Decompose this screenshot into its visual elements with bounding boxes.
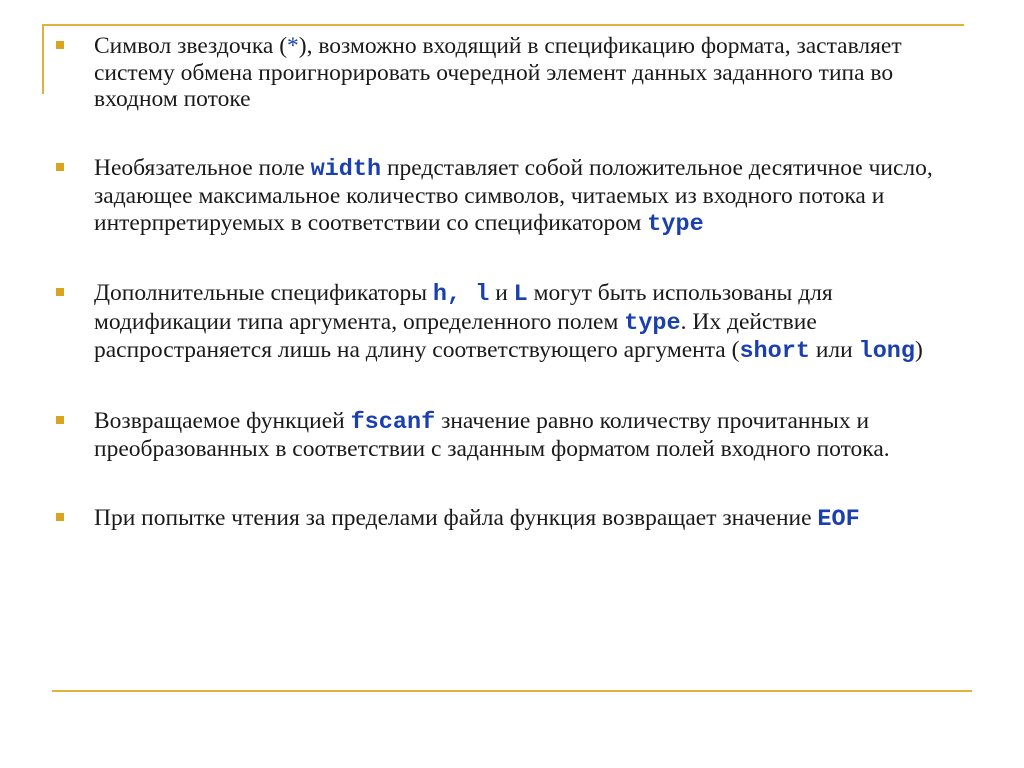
keyword-fscanf: fscanf <box>350 408 436 436</box>
bullet-text: Дополнительные спецификаторы <box>94 280 433 306</box>
square-bullet-icon <box>56 163 64 171</box>
bullet-text: и <box>489 280 514 306</box>
bullet-item-width <box>56 155 956 239</box>
bullet-text: Символ звездочка ( <box>94 33 288 59</box>
bullet-text: ) <box>915 337 923 363</box>
square-bullet-icon <box>56 288 64 296</box>
bullet-text: представляет собой положительное десятичное число, задающее максимальное количество символов, читаемых из входного потока и интерпретируемых в соответствии со спецификатором <box>94 154 933 236</box>
keyword-type: type <box>624 309 681 337</box>
top-rule <box>42 24 964 26</box>
bullet-text: значение равно количеству прочитанных и преобразованных в соответствии с заданным форматом полей входного потока. <box>94 407 890 462</box>
bullet-text: Необязательное поле <box>94 154 311 181</box>
bullet-text: Возвращаемое функцией <box>94 407 351 434</box>
bullet-item-eof <box>56 505 956 534</box>
bottom-rule <box>52 690 972 692</box>
asterisk-symbol: * <box>287 33 299 59</box>
keyword-L: L <box>513 281 528 308</box>
keyword-type: type <box>647 210 704 238</box>
keyword-long: long <box>858 338 916 365</box>
keyword-h-l: h, l <box>432 281 490 308</box>
bullet-text: могут быть использованы для модификации типа аргумента, определенного полем <box>94 280 833 335</box>
keyword-eof: EOF <box>817 505 860 533</box>
bullet-item-fscanf <box>56 408 956 463</box>
bullet-item-asterisk <box>56 33 956 113</box>
keyword-width: width <box>310 155 382 183</box>
left-rule <box>42 24 44 94</box>
bullet-text: При попытке чтения за пределами файла функция возвращает значение <box>94 504 818 531</box>
square-bullet-icon <box>56 416 64 424</box>
bullet-text: ), возможно входящий в спецификацию формата, заставляет систему обмена проигнорировать очередной элемент данных заданного типа во входном потоке <box>94 33 902 112</box>
keyword-short: short <box>739 338 810 365</box>
bullet-text: или <box>809 337 859 363</box>
bullet-text: . Их действие распространяется лишь на длину соответствующего аргумента ( <box>94 308 817 363</box>
square-bullet-icon <box>56 513 64 521</box>
slide-content <box>56 33 956 533</box>
bullet-item-modifiers <box>56 280 956 366</box>
square-bullet-icon <box>56 41 64 49</box>
